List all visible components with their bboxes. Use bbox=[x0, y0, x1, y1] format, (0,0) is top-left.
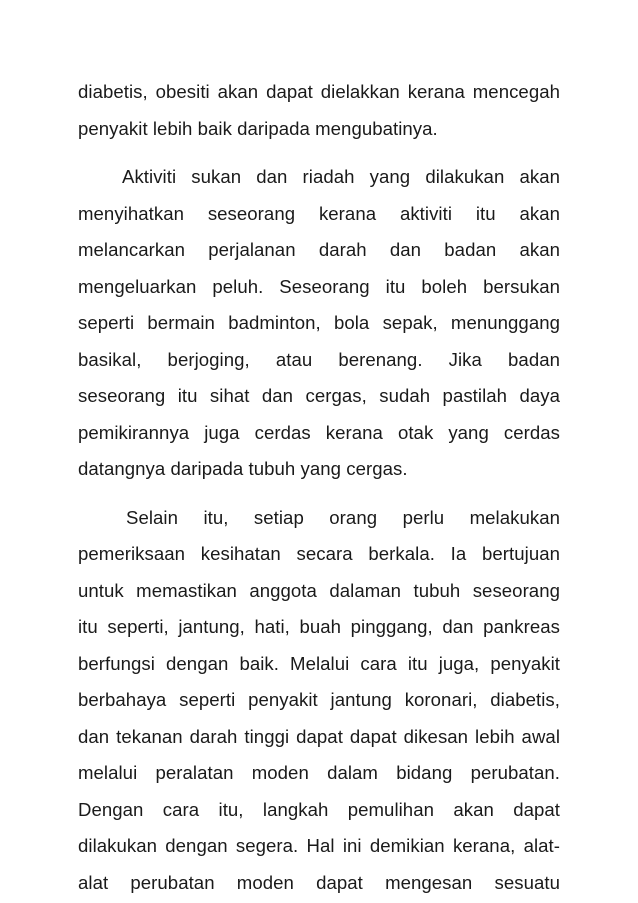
text-line: berfungsi dengan baik. Melalui cara itu juga, penyakit bbox=[78, 652, 560, 674]
text-line: datangnya daripada tubuh yang cergas. bbox=[78, 458, 408, 479]
text-line: Dengan cara itu, langkah pemulihan akan dapat bbox=[78, 798, 560, 820]
text-line: penyakit lebih baik daripada mengubatinya. bbox=[78, 117, 438, 139]
text-line: pemikirannya juga cerdas kerana otak yang cerdas bbox=[78, 421, 560, 443]
text-line: menyihatkan seseorang kerana aktiviti itu akan bbox=[78, 202, 560, 224]
text-line: dilakukan dengan segera. Hal ini demikian kerana, alat- bbox=[78, 835, 560, 856]
text-line: seseorang itu sihat dan cergas, sudah pastilah daya bbox=[78, 385, 560, 406]
text-line: untuk memastikan anggota dalaman tubuh seseorang bbox=[78, 579, 560, 601]
paragraph-3 bbox=[78, 500, 560, 902]
paragraph-1 bbox=[78, 74, 560, 147]
text-line: dan tekanan darah tinggi dapat dapat dikesan lebih awal bbox=[78, 725, 560, 747]
text-line: mengeluarkan peluh. Seseorang itu boleh bersukan bbox=[78, 275, 560, 297]
text-line: seperti bermain badminton, bola sepak, menunggang bbox=[78, 312, 560, 333]
paragraph-2 bbox=[78, 159, 560, 488]
text-line: Selain itu, setiap orang perlu melakukan bbox=[126, 506, 560, 528]
text-line: berbahaya seperti penyakit jantung koronari, diabetis, bbox=[78, 689, 560, 710]
body-text bbox=[78, 74, 560, 901]
text-line: diabetis, obesiti akan dapat dielakkan kerana mencegah bbox=[78, 81, 560, 102]
text-line: melancarkan perjalanan darah dan badan akan bbox=[78, 239, 560, 260]
text-line: itu seperti, jantung, hati, buah pinggang, dan pankreas bbox=[78, 616, 560, 637]
text-line: Aktiviti sukan dan riadah yang dilakukan akan bbox=[122, 166, 560, 187]
text-line: pemeriksaan kesihatan secara berkala. Ia bertujuan bbox=[78, 543, 560, 564]
text-line: alat perubatan moden dapat mengesan sesuatu bbox=[78, 871, 560, 893]
text-line: melalui peralatan moden dalam bidang perubatan. bbox=[78, 762, 560, 783]
text-line: basikal, berjoging, atau berenang. Jika badan bbox=[78, 348, 560, 370]
